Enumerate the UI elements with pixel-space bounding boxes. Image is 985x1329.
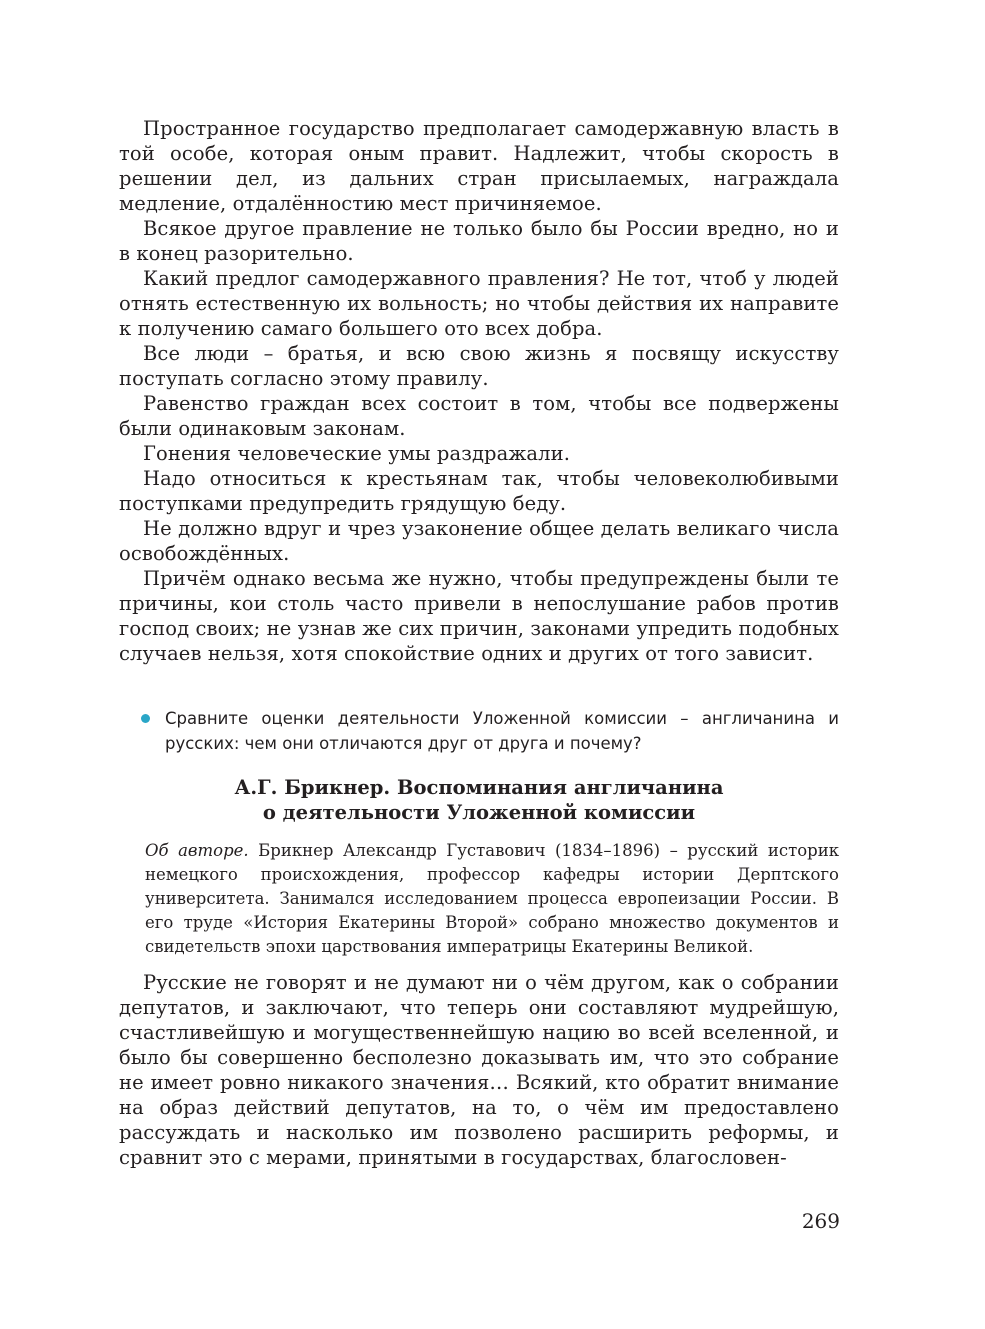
excerpt-quotes xyxy=(119,116,839,666)
memoir-excerpt xyxy=(119,970,839,1170)
excerpt-paragraph: Все люди – братья, и всю свою жизнь я посвящу искусству поступать согласно этому правилу. xyxy=(119,342,839,390)
section-heading-line1: А.Г. Брикнер. Воспоминания англичанина xyxy=(234,776,724,799)
excerpt-paragraph: Пространное государство предполагает самодержавную власть в той особе, которая оным правит. Надлежит, чтобы скорость в решении дел, из дальних стран присылаемых, награждала медление, отдалённостию мест причиняемое. xyxy=(119,117,839,215)
excerpt-paragraph: Какий предлог самодержавного правления? Не тот, чтоб у людей отнять естественную их вольность; но чтобы действия их направите к получению самаго большего ото всех добра. xyxy=(119,267,839,340)
excerpt-paragraph: Причём однако весьма же нужно, чтобы предупреждены были те причины, кои столь часто привели в непослушание рабов против господ своих; не узнав же сих причин, законами упредить подобных случаев нельзя, хотя спокойствие одних и других от того зависит. xyxy=(119,567,839,665)
excerpt-paragraph: Всякое другое правление не только было бы России вредно, но и в конец разорительно. xyxy=(119,217,839,265)
memoir-paragraph: Русские не говорят и не думают ни о чём другом, как о собрании депутатов, и заключают, что теперь они составляют мудрейшую, счастливейшую и могущественнейшую нацию во всей вселенной, и было бы совершенно бесполезно доказывать им, что это собрание не имеет ровно никакого значения… Всякий, кто обратит внимание на образ действий депутатов, на то, о чём им предоставлено рассуждать и насколько им позволено расширить реформы, и сравнит это с мерами, принятыми в государствах, благословен- xyxy=(119,971,839,1169)
review-question-text: Сравните оценки деятельности Уложенной комиссии – англичанина и русских: чем они отличаются друг от друга и почему? xyxy=(165,709,839,753)
about-author-text: Брикнер Александр Густавович (1834–1896) – русский историк немецкого происхождения, профессор кафедры истории Дерптского университета. Занимался исследованием процесса европеизации России. В его труде «История Екатерины Второй» собрано множество документов и свидетельств эпохи царствования императрицы Екатерины Великой. xyxy=(145,841,840,956)
section-heading xyxy=(119,775,839,825)
excerpt-paragraph: Гонения человеческие умы раздражали. xyxy=(143,442,571,465)
about-author xyxy=(145,839,839,959)
review-question xyxy=(119,706,839,756)
excerpt-paragraph: Равенство граждан всех состоит в том, чтобы все подвержены были одинаковым законам. xyxy=(119,392,839,440)
about-author-lead: Об авторе. xyxy=(145,841,249,860)
section-heading-line2: о деятельности Уложенной комиссии xyxy=(262,801,696,824)
page-number: 269 xyxy=(801,1209,840,1233)
excerpt-paragraph: Не должно вдруг и чрез узаконение общее делать великаго числа освобождённых. xyxy=(119,517,839,565)
excerpt-paragraph: Надо относиться к крестьянам так, чтобы человеколюбивыми поступками предупредить грядущую беду. xyxy=(119,467,839,515)
bullet-dot-icon xyxy=(141,714,150,723)
